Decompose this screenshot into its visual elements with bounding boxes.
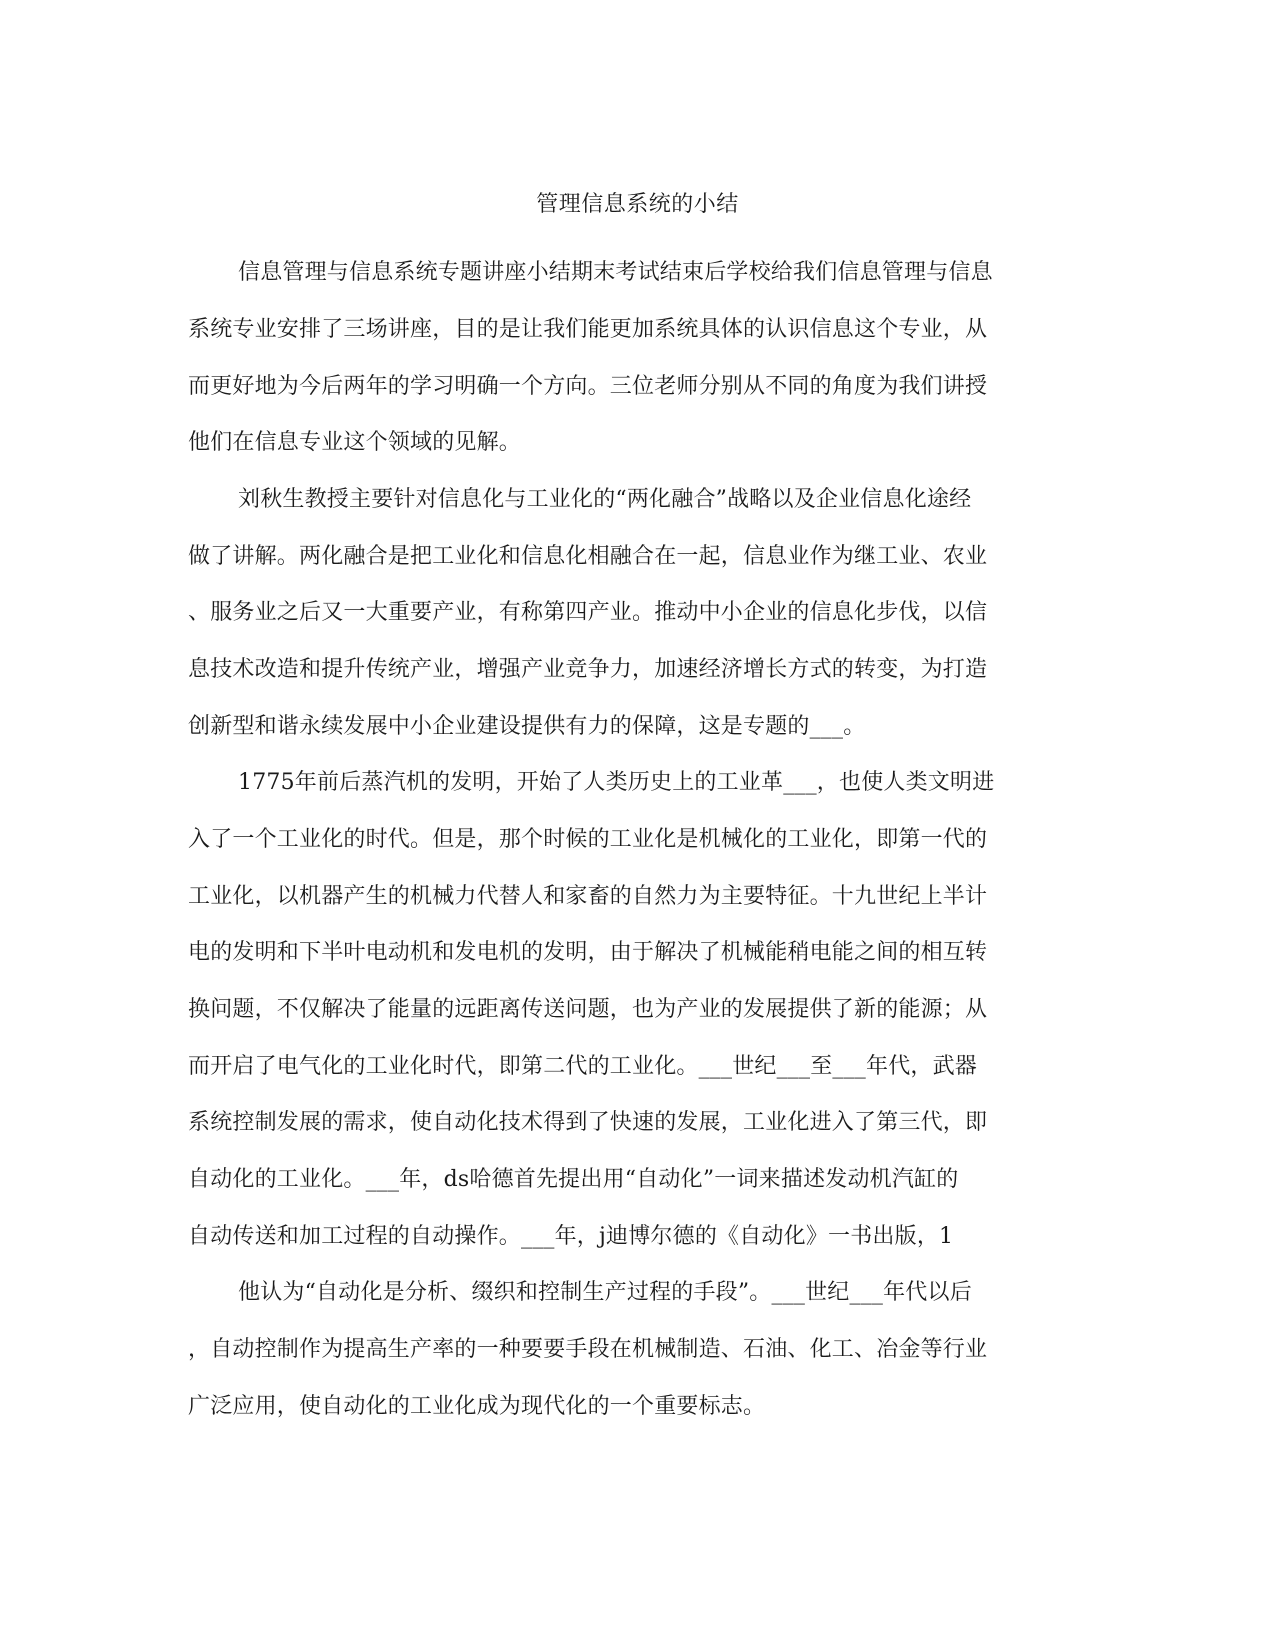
paragraph-line: 信息管理与信息系统专题讲座小结期末考试结束后学校给我们信息管理与信息 <box>238 260 993 285</box>
paragraph-line: 入了一个工业化的时代。但是，那个时候的工业化是机械化的工业化，即第一代的 <box>188 827 988 852</box>
paragraph-line: 、服务业之后又一大重要产业，有称第四产业。推动中小企业的信息化步伐，以信 <box>188 600 988 625</box>
paragraph-line: 系统专业安排了三场讲座，目的是让我们能更加系统具体的认识信息这个专业，从 <box>188 317 988 342</box>
paragraph-line: 自动传送和加工过程的自动操作。___年，j迪博尔德的《自动化》一书出版，1 <box>188 1224 954 1249</box>
paragraph-line: 而更好地为今后两年的学习明确一个方向。三位老师分别从不同的角度为我们讲授 <box>188 374 988 399</box>
paragraph-line: 息技术改造和提升传统产业，增强产业竞争力，加速经济增长方式的转变，为打造 <box>188 657 988 682</box>
paragraph-line: 他们在信息专业这个领域的见解。 <box>188 430 522 455</box>
paragraph-line: 广泛应用，使自动化的工业化成为现代化的一个重要标志。 <box>188 1394 766 1419</box>
paragraph-line: 系统控制发展的需求，使自动化技术得到了快速的发展，工业化进入了第三代，即 <box>188 1110 988 1135</box>
paragraph-line: 换问题，不仅解决了能量的远距离传送问题，也为产业的发展提供了新的能源；从 <box>188 997 988 1022</box>
document-title: 管理信息系统的小结 <box>536 192 739 217</box>
paragraph-line: 电的发明和下半叶电动机和发电机的发明，由于解决了机械能稍电能之间的相互转 <box>188 940 988 965</box>
paragraph-line: 做了讲解。两化融合是把工业化和信息化相融合在一起，信息业作为继工业、农业 <box>188 544 988 569</box>
paragraph-line: 刘秋生教授主要针对信息化与工业化的“两化融合”战略以及企业信息化途经 <box>238 487 972 512</box>
paragraph-line: 而开启了电气化的工业化时代，即第二代的工业化。___世纪___至___年代，武器 <box>188 1054 978 1079</box>
paragraph-line: 自动化的工业化。___年，ds哈德首先提出用“自动化”一词来描述发动机汽缸的 <box>188 1167 959 1192</box>
paragraph-line: ，自动控制作为提高生产率的一种要要手段在机械制造、石油、化工、冶金等行业 <box>188 1337 988 1362</box>
paragraph-line: 创新型和谐永续发展中小企业建设提供有力的保障，这是专题的___。 <box>188 714 866 739</box>
paragraph-line: 他认为“自动化是分析、缀织和控制生产过程的手段”。___世纪___年代以后 <box>238 1280 972 1305</box>
paragraph-line: 工业化，以机器产生的机械力代替人和家畜的自然力为主要特征。十九世纪上半计 <box>188 884 988 909</box>
paragraph-line: 1775年前后蒸汽机的发明，开始了人类历史上的工业革___，也使人类文明进 <box>238 770 995 795</box>
